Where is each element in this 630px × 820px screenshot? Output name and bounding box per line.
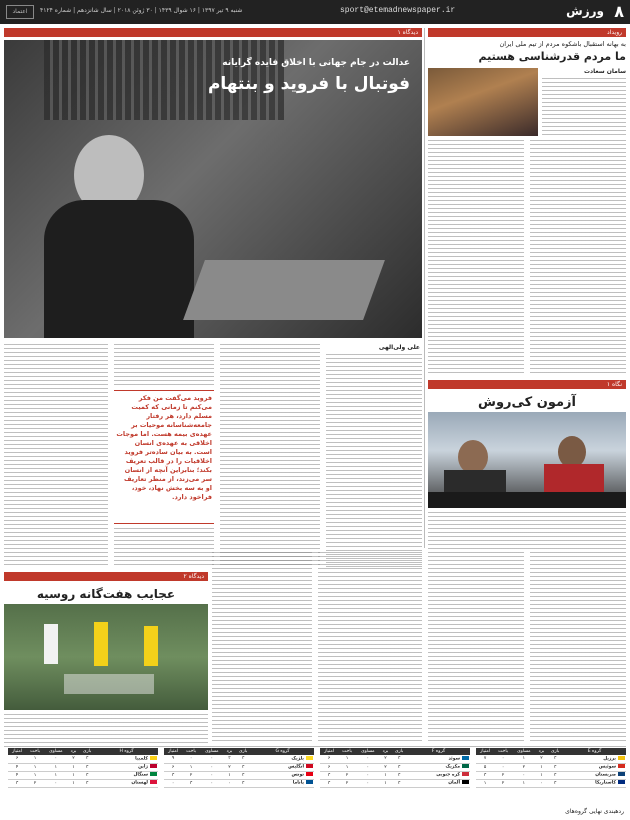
team-name: صربستان: [563, 771, 626, 779]
table-row: [164, 779, 314, 787]
stat-cell: ۰: [494, 755, 512, 763]
flag-icon: [150, 772, 157, 776]
group-standings: [4, 748, 626, 806]
stat-cell: ۰: [536, 779, 548, 787]
table-header-cell: برد: [380, 748, 392, 755]
stat-cell: ۱: [380, 779, 392, 787]
stat-cell: ۲: [68, 755, 80, 763]
stat-cell: ۶: [8, 755, 26, 763]
table-row: [164, 755, 314, 763]
table-row: [476, 755, 626, 763]
stat-cell: ۳: [79, 755, 95, 763]
flag-icon: [306, 756, 313, 760]
stat-cell: ۳: [235, 763, 251, 771]
feature-kicker: عدالت در جام جهانی با اخلاق فایده گرایانه: [222, 58, 410, 68]
stat-cell: ۳: [224, 755, 236, 763]
coach-story-continued-1: [428, 552, 524, 742]
flag-icon: [150, 780, 157, 784]
stat-cell: ۰: [200, 755, 224, 763]
feature-body-col1: [326, 354, 422, 568]
stat-cell: ۱: [338, 763, 356, 771]
table-header-cell: مساوی: [44, 748, 68, 755]
stat-cell: ۳: [547, 755, 563, 763]
table-row: [476, 779, 626, 787]
match-photo: [4, 604, 208, 710]
table-header-cell: گروه E: [563, 748, 626, 755]
table-row: [320, 779, 470, 787]
table-header-cell: بازی: [547, 748, 563, 755]
stat-cell: ۱: [536, 771, 548, 779]
table-row: [320, 763, 470, 771]
team-name: کره جنوبی: [407, 771, 470, 779]
group-table: [8, 748, 158, 788]
flag-icon: [462, 780, 469, 784]
stat-cell: ۰: [356, 755, 380, 763]
table-header-cell: مساوی: [512, 748, 536, 755]
story-author: سامان سعادت: [584, 68, 626, 75]
stat-cell: ۱: [338, 755, 356, 763]
feature-body-col4: [4, 344, 108, 568]
stat-cell: ۲: [536, 755, 548, 763]
newspaper-logo: اعتماد: [6, 5, 34, 19]
coach-story-label: نگاه ۱: [428, 380, 626, 389]
stat-cell: ۲: [380, 763, 392, 771]
stat-cell: ۳: [476, 771, 494, 779]
story-title: ما مردم قدرشناسی هستیم: [478, 50, 626, 63]
fans-photo: [428, 68, 538, 136]
stat-cell: ۲: [512, 763, 536, 771]
coach-story-title: آزمون کی‌روش: [478, 395, 576, 410]
stat-cell: ۰: [512, 771, 536, 779]
stat-cell: ۰: [200, 771, 224, 779]
table-row: [8, 779, 158, 787]
bottom-story: [4, 572, 208, 744]
stat-cell: ۱: [224, 771, 236, 779]
story-kicker: به بهانه استقبال باشکوه مردم از تیم ملی ایران: [499, 40, 626, 48]
stat-cell: ۳: [235, 755, 251, 763]
stat-cell: ۰: [356, 779, 380, 787]
section-email-link[interactable]: sport@etemadnewspaper.ir: [340, 6, 456, 15]
stat-cell: ۲: [380, 755, 392, 763]
team-name: انگلیس: [251, 763, 314, 771]
flag-icon: [306, 772, 313, 776]
stat-cell: ۰: [356, 763, 380, 771]
story-body-col1: [530, 140, 626, 376]
group-table: [164, 748, 314, 788]
stat-cell: ۱: [512, 755, 536, 763]
section-title: ورزش: [566, 4, 604, 18]
stat-cell: ۲: [26, 779, 44, 787]
coach-story: [428, 380, 626, 550]
stat-cell: ۰: [200, 763, 224, 771]
bottom-story-body: [4, 714, 208, 744]
stat-cell: ۳: [547, 771, 563, 779]
table-row: [8, 755, 158, 763]
team-name: کلمبیا: [95, 755, 158, 763]
stat-cell: ۲: [494, 779, 512, 787]
table-header-cell: امتیاز: [476, 748, 494, 755]
stat-cell: ۱: [44, 771, 68, 779]
stat-cell: ۵: [476, 763, 494, 771]
stat-cell: ۳: [79, 771, 95, 779]
stat-cell: ۱: [380, 771, 392, 779]
team-name: لهستان: [95, 779, 158, 787]
table-row: [8, 763, 158, 771]
stat-cell: ۱: [536, 763, 548, 771]
table-row: [320, 755, 470, 763]
stat-cell: ۳: [182, 779, 200, 787]
flag-icon: [462, 756, 469, 760]
page-number: ۸: [614, 2, 624, 21]
stat-cell: ۳: [320, 779, 338, 787]
flag-icon: [150, 764, 157, 768]
table-header-cell: برد: [68, 748, 80, 755]
right-top-story: [428, 28, 626, 378]
standings-footer: ردهبندی نهایی گروه‌های: [565, 808, 624, 815]
table-header-cell: امتیاز: [8, 748, 26, 755]
flag-icon: [462, 772, 469, 776]
table-header-cell: بازی: [79, 748, 95, 755]
stat-cell: ۱: [512, 779, 536, 787]
stat-cell: ۲: [224, 763, 236, 771]
main-feature: [4, 28, 422, 568]
stat-cell: ۰: [494, 763, 512, 771]
stat-cell: ۳: [164, 771, 182, 779]
stat-cell: ۳: [547, 779, 563, 787]
stat-cell: ۴: [8, 763, 26, 771]
table-header-cell: گروه H: [95, 748, 158, 755]
table-header-cell: باخت: [182, 748, 200, 755]
team-name: برزیل: [563, 755, 626, 763]
table-header-cell: بازی: [235, 748, 251, 755]
table-header-cell: برد: [536, 748, 548, 755]
table-row: [476, 763, 626, 771]
story-body-top: [542, 78, 626, 136]
table-header-cell: برد: [224, 748, 236, 755]
stat-cell: ۳: [391, 779, 407, 787]
team-name: پاناما: [251, 779, 314, 787]
team-name: کاستاریکا: [563, 779, 626, 787]
stat-cell: ۲: [338, 771, 356, 779]
team-name: سوئیس: [563, 763, 626, 771]
stat-cell: ۱: [68, 763, 80, 771]
team-name: ژاپن: [95, 763, 158, 771]
stat-cell: ۳: [8, 779, 26, 787]
flag-icon: [618, 780, 625, 784]
stat-cell: ۰: [44, 755, 68, 763]
flag-icon: [462, 764, 469, 768]
middle-column-2: [212, 552, 312, 742]
table-header-cell: بازی: [391, 748, 407, 755]
feature-body-col3b: [114, 528, 214, 568]
table-row: [164, 763, 314, 771]
stat-cell: ۱: [476, 779, 494, 787]
stat-cell: ۳: [391, 763, 407, 771]
bottom-story-label: دیدگاه ۲: [4, 572, 208, 581]
table-header-cell: امتیاز: [164, 748, 182, 755]
stat-cell: ۱: [68, 779, 80, 787]
stat-cell: ۹: [164, 755, 182, 763]
team-name: آلمان: [407, 779, 470, 787]
stat-cell: ۱: [26, 771, 44, 779]
flag-icon: [306, 764, 313, 768]
stat-cell: ۶: [164, 763, 182, 771]
stat-cell: ۳: [79, 779, 95, 787]
stat-cell: ۲: [494, 771, 512, 779]
story-label: رویداد: [428, 28, 626, 37]
flag-icon: [618, 772, 625, 776]
table-header-cell: باخت: [494, 748, 512, 755]
coach-story-continued-2: [530, 552, 626, 742]
team-name: سوئد: [407, 755, 470, 763]
coach-story-body: [428, 512, 626, 550]
stat-cell: ۳: [235, 771, 251, 779]
feature-label: دیدگاه ۱: [4, 28, 422, 37]
flag-icon: [306, 780, 313, 784]
team-name: بلژیک: [251, 755, 314, 763]
stat-cell: ۰: [44, 779, 68, 787]
stat-cell: ۱: [26, 755, 44, 763]
stat-cell: ۷: [476, 755, 494, 763]
team-name: تونس: [251, 771, 314, 779]
press-conference-photo: [428, 412, 626, 508]
stat-cell: ۰: [200, 779, 224, 787]
flag-icon: [618, 764, 625, 768]
stat-cell: ۰: [224, 779, 236, 787]
issue-date: شنبه ۹ تیر ۱۳۹۷ | ۱۶ شوال ۱۴۳۹ | ۳۰ ژوئن ۲۰۱۸ | سال شانزدهم | شماره ۴۱۲۴: [40, 7, 243, 14]
table-row: [164, 771, 314, 779]
bottom-story-title: عجایب هفت‌گانه روسیه: [36, 587, 176, 601]
table-header-cell: گروه G: [251, 748, 314, 755]
group-table: [476, 748, 626, 788]
stat-cell: ۲: [182, 771, 200, 779]
stat-cell: ۳: [547, 763, 563, 771]
table-header-cell: باخت: [26, 748, 44, 755]
stat-cell: ۱: [26, 763, 44, 771]
group-table: [320, 748, 470, 788]
stat-cell: ۳: [391, 771, 407, 779]
feature-body-col3a: [114, 344, 214, 388]
flag-icon: [618, 756, 625, 760]
stat-cell: ۳: [391, 755, 407, 763]
table-header-cell: امتیاز: [320, 748, 338, 755]
stat-cell: ۳: [320, 771, 338, 779]
stat-cell: ۶: [320, 763, 338, 771]
table-header-cell: باخت: [338, 748, 356, 755]
stat-cell: ۱: [182, 763, 200, 771]
table-row: [320, 771, 470, 779]
table-row: [8, 771, 158, 779]
story-body-col2: [428, 140, 524, 376]
table-row: [476, 771, 626, 779]
feature-title: فوتبال با فروید و بنتهام: [207, 74, 410, 94]
team-name: سنگال: [95, 771, 158, 779]
stat-cell: ۰: [182, 755, 200, 763]
table-header-cell: گروه F: [407, 748, 470, 755]
table-header-cell: مساوی: [356, 748, 380, 755]
middle-column-1: [318, 552, 422, 742]
stat-cell: ۳: [79, 763, 95, 771]
table-header-cell: مساوی: [200, 748, 224, 755]
stat-cell: ۳: [235, 779, 251, 787]
stat-cell: ۶: [320, 755, 338, 763]
stat-cell: ۰: [164, 779, 182, 787]
stat-cell: ۴: [8, 771, 26, 779]
feature-body-col2: [220, 344, 320, 568]
team-name: مکزیک: [407, 763, 470, 771]
feature-author: علی ولی‌الهی: [378, 344, 420, 351]
stat-cell: ۱: [68, 771, 80, 779]
feature-pull-quote: فروید می‌گفت من فکر می‌کنم تا زمانی که کمیت مسلم دارد، هر رفتار جامعه‌شناسانه موحیات بر عهده‌ی بیمه هست. اما موجات اخلاقی به عهده‌ی انسان است. به بیان ساده‌تر فروید اخلاقیات را در قالب تعریف بکند؛ بنابراین آنچه از انسان سر می‌زند، از منظر تعاریف او به سه بخش نهاد، خود، فراخود دارد.: [114, 390, 214, 524]
stat-cell: ۱: [44, 763, 68, 771]
stat-cell: ۰: [356, 771, 380, 779]
page-header: [0, 0, 630, 24]
flag-icon: [150, 756, 157, 760]
stat-cell: ۲: [338, 779, 356, 787]
